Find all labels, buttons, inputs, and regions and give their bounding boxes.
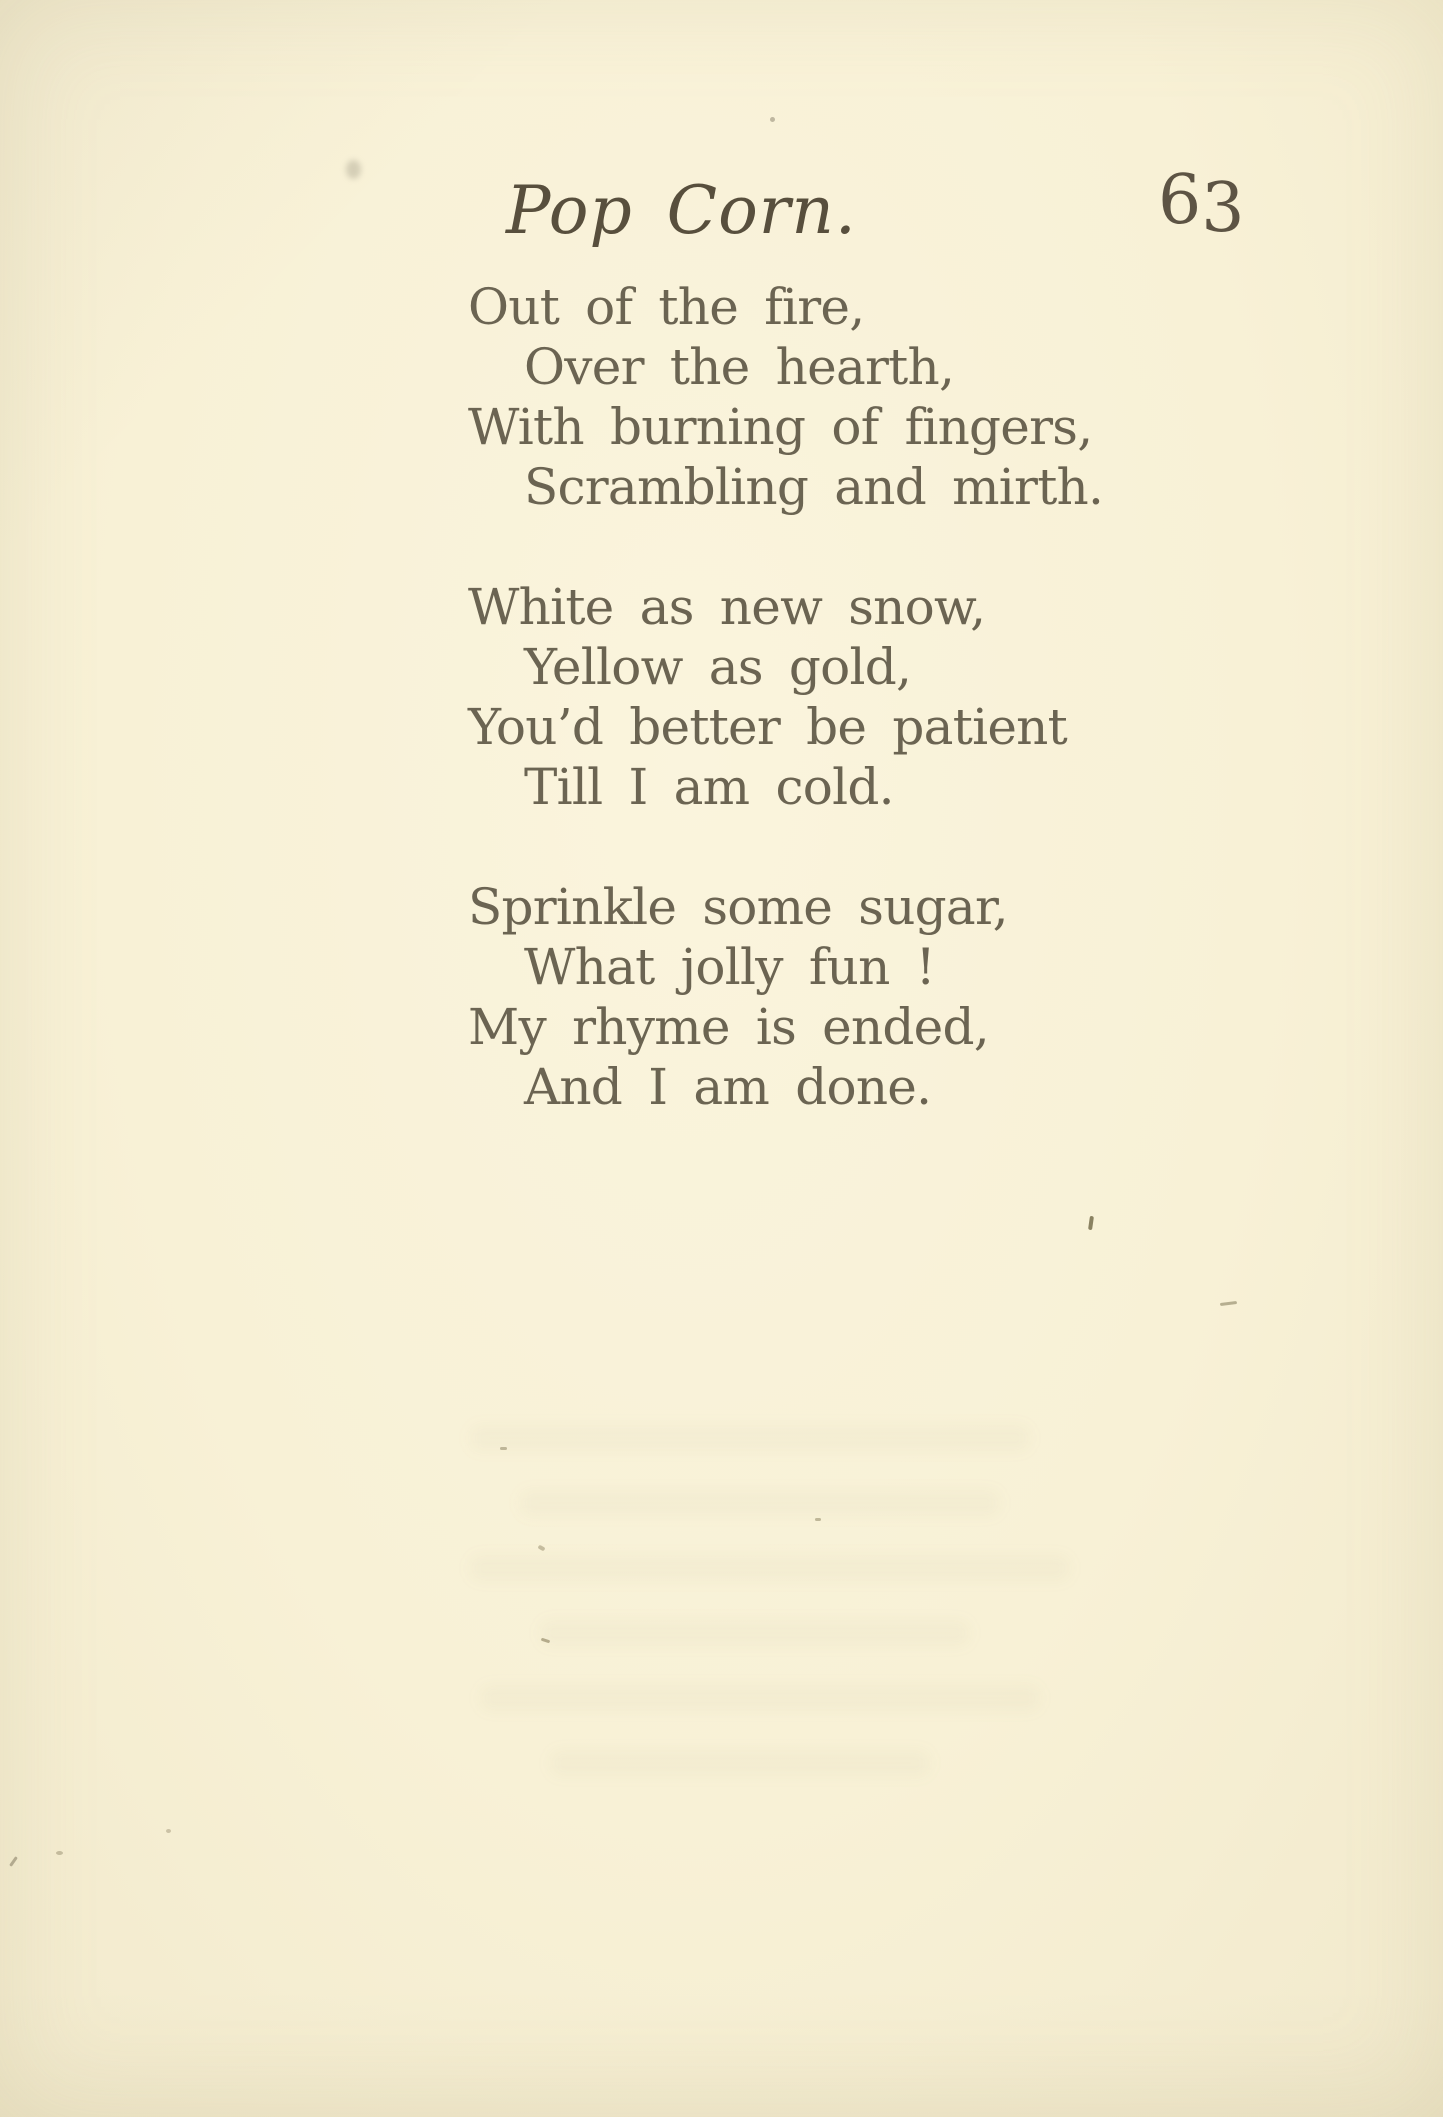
paper-speck	[815, 1518, 821, 1521]
paper-speck	[1220, 1301, 1237, 1306]
poem-line: My rhyme is ended,	[468, 998, 989, 1056]
poem-stanza-3	[468, 877, 1103, 1117]
paper-speck	[56, 1851, 63, 1855]
poem-title: Pop Corn.	[506, 172, 857, 249]
paper-speck	[537, 1545, 545, 1552]
paper-speck	[346, 160, 361, 179]
poem-line: Yellow as gold,	[524, 638, 912, 696]
poem-line: Sprinkle some sugar,	[468, 878, 1008, 936]
poem-line: Over the hearth,	[524, 338, 955, 396]
paper-speck	[541, 1638, 550, 1644]
paper-speck	[166, 1829, 171, 1833]
poem-line: Out of the fire,	[468, 278, 865, 336]
paper-speck	[1088, 1216, 1094, 1230]
paper-speck	[9, 1856, 18, 1867]
show-through-smudge	[520, 1490, 1000, 1516]
poem-line: With burning of fingers,	[468, 398, 1093, 456]
show-through-smudge	[480, 1685, 1040, 1711]
poem-line: And I am done.	[524, 1058, 932, 1116]
poem-line: What jolly fun !	[524, 938, 936, 996]
show-through-smudge	[470, 1555, 1070, 1581]
paper-speck	[770, 117, 775, 122]
poem-stanza-2	[468, 577, 1103, 817]
poem-line: You’d better be patient	[468, 698, 1067, 756]
show-through-smudge	[550, 1750, 930, 1776]
show-through-smudge	[470, 1425, 1030, 1451]
poem-line: Scrambling and mirth.	[524, 458, 1104, 516]
poem-body	[468, 277, 1103, 1177]
page-number: 63	[1158, 161, 1245, 249]
poem-line: Till I am cold.	[524, 758, 894, 816]
poem-stanza-1	[468, 277, 1103, 517]
paper-speck	[500, 1447, 507, 1450]
poem-line: White as new snow,	[468, 578, 986, 636]
show-through-smudge	[540, 1620, 970, 1646]
